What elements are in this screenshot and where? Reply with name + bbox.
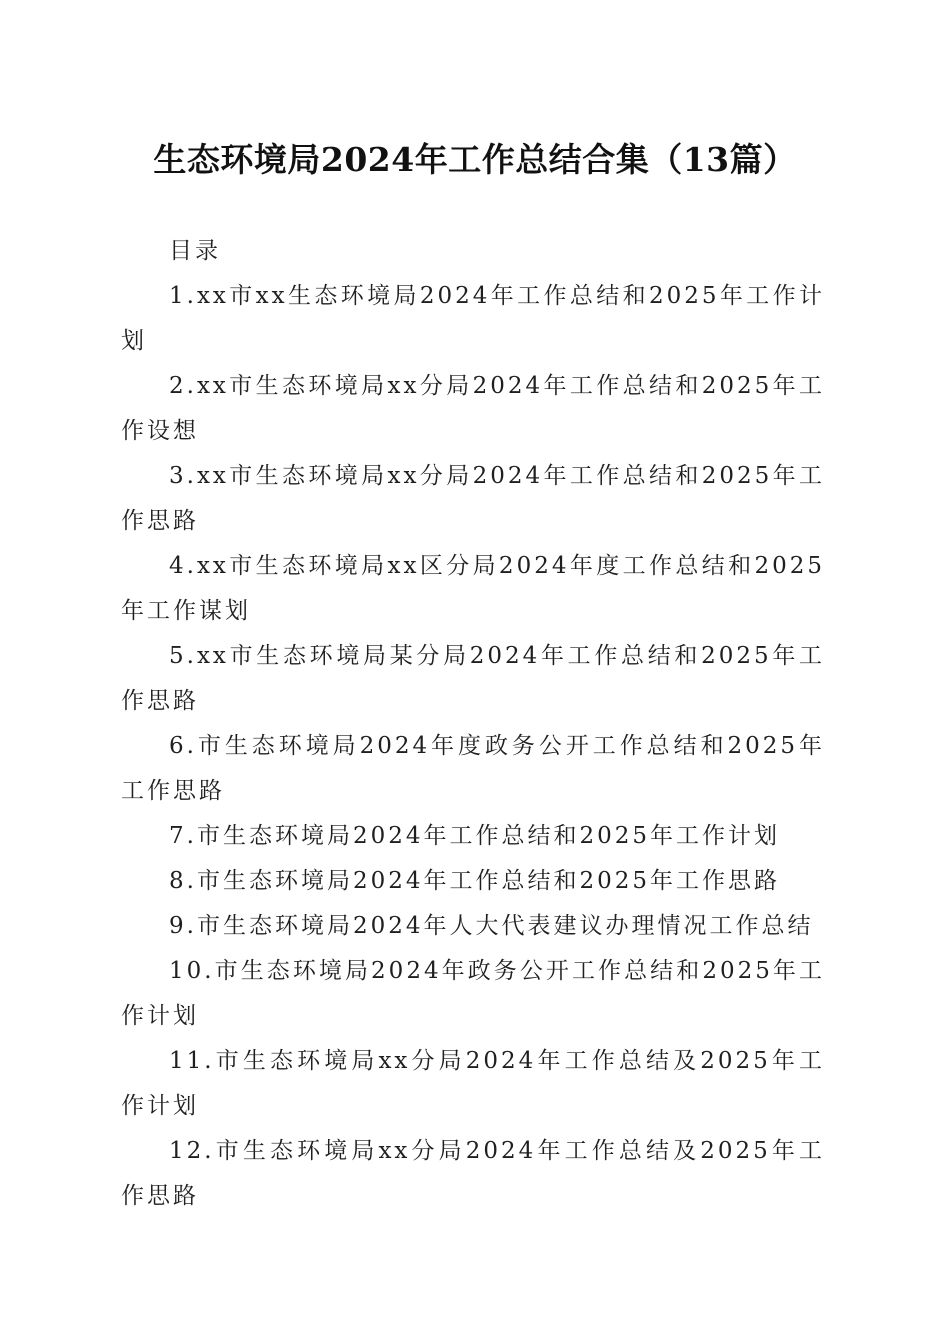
toc-item-10: 10.市生态环境局2024年政务公开工作总结和2025年工作计划 [121, 958, 825, 1029]
document-title: 生态环境局2024年工作总结合集（13篇） [153, 140, 797, 179]
toc-item-3: 3.xx市生态环境局xx分局2024年工作总结和2025年工作思路 [121, 463, 825, 534]
toc-item-1: 1.xx市xx生态环境局2024年工作总结和2025年工作计划 [121, 283, 825, 354]
toc-item-5: 5.xx市生态环境局某分局2024年工作总结和2025年工作思路 [121, 643, 825, 714]
toc-item-8: 8.市生态环境局2024年工作总结和2025年工作思路 [169, 868, 781, 894]
toc-heading: 目录 [169, 238, 221, 264]
toc-item-4: 4.xx市生态环境局xx区分局2024年度工作总结和2025年工作谋划 [121, 553, 825, 624]
toc-item-6: 6.市生态环境局2024年度政务公开工作总结和2025年工作思路 [121, 733, 825, 804]
toc-item-7: 7.市生态环境局2024年工作总结和2025年工作计划 [169, 823, 781, 849]
toc-item-9: 9.市生态环境局2024年人大代表建议办理情况工作总结 [169, 913, 814, 939]
toc-item-11: 11.市生态环境局xx分局2024年工作总结及2025年工作计划 [121, 1048, 825, 1119]
toc-item-2: 2.xx市生态环境局xx分局2024年工作总结和2025年工作设想 [121, 373, 825, 444]
toc-item-12: 12.市生态环境局xx分局2024年工作总结及2025年工作思路 [121, 1138, 825, 1209]
table-of-contents [121, 229, 825, 1219]
